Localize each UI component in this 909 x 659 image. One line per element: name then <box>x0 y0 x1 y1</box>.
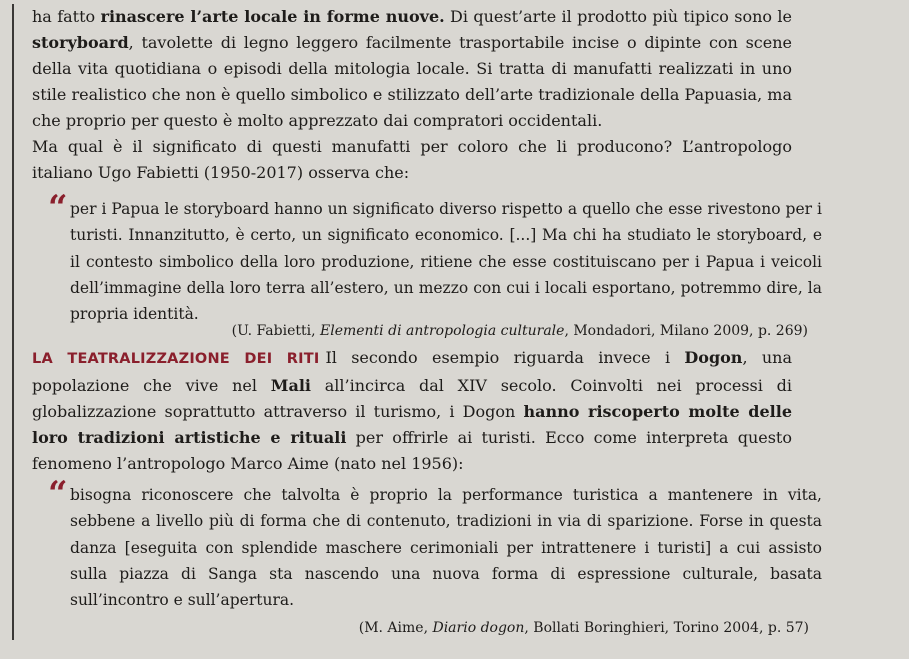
blockquote-fabietti <box>48 188 822 327</box>
citation-text: , Bollati Boringhieri, Torino 2004, p. 57) <box>524 620 809 636</box>
text-run: Il secondo esempio riguarda invece i <box>325 348 685 367</box>
text-run: per offrirle ai turisti. Ecco come interpreta questo fenomeno l’antropologo Marco Aime (nato nel 1956): <box>32 427 792 473</box>
bold-run: rinascere l’arte locale in forme nuove. <box>100 7 445 26</box>
paragraph-storyboard <box>32 4 792 134</box>
margin-rule <box>12 4 14 640</box>
text-run: , una popolazione che vive nel <box>32 348 792 395</box>
citation-aime <box>359 619 809 637</box>
quote-text: per i Papua le storyboard hanno un significato diverso rispetto a quello che esse rivestono per i turisti. Innanzitutto, è certo, un significato economico. [...] Ma chi ha studiato le storyboard, e il contesto simbolico della loro produzione, ritiene che esse costituiscano per i Papua i veicoli dell’immagine della loro terra all’estero, un mezzo con cui i locali esportano, potremmo dire, la propria identità. <box>70 200 822 324</box>
citation-text: (U. Fabietti, <box>231 323 320 339</box>
bold-run: Dogon <box>684 348 743 367</box>
blockquote-aime <box>48 474 822 613</box>
text-run: , tavolette di legno leggero facilmente trasportabile incise o dipinte con scene della vita quotidiana o episodi della mitologia locale. Si tratta di manufatti realizzati in uno stile realistico che non è quello simbolico e stilizzato dell’arte tradizionale della Papuasia, ma che proprio per questo è molto apprezzato dai compratori occidentali. <box>32 32 792 130</box>
quote-mark-icon: “ <box>48 188 68 228</box>
text-run: Di quest’arte il prodotto più tipico sono le <box>444 7 792 26</box>
quote-mark-icon: “ <box>48 474 68 514</box>
citation-text: (M. Aime, <box>358 620 433 636</box>
citation-text: , Mondadori, Milano 2009, p. 269) <box>564 323 808 339</box>
bold-run: storyboard <box>32 32 129 52</box>
citation-title: Diario dogon <box>432 620 525 636</box>
quote-text: bisogna riconoscere che talvolta è proprio la performance turistica a mantenere in vita, sebbene a livello più di forma che di contenuto, tradizioni in via di sparizione. Forse in questa danza [eseguita con splendide maschere cerimoniali per intrattenere i turisti] a cui assisto sulla piazza di Sanga sta nascendo una nuova forma di espressione culturale, basata sull’incontro e sull’apertura. <box>70 486 822 610</box>
text-run: all’incirca dal XIV secolo. Coinvolti nei processi di globalizzazione soprattutto attraverso il turismo, i Dogon <box>32 375 792 421</box>
citation-title: Elementi di antropologia culturale <box>320 323 565 339</box>
bold-run: hanno riscoperto molte delle loro tradizioni artistiche e rituali <box>32 401 793 447</box>
paragraph-fabietti-intro: Ma qual è il significato di questi manufatti per coloro che li producono? L’antropologo italiano Ugo Fabietti (1950-2017) osserva che: <box>32 137 792 182</box>
text-run: ha fatto <box>32 7 101 26</box>
paragraph-dogon <box>32 345 792 477</box>
section-heading: LA TEATRALIZZAZIONE DEI RITI <box>32 351 320 367</box>
bold-run: Mali <box>270 375 311 395</box>
citation-fabietti <box>232 322 808 340</box>
